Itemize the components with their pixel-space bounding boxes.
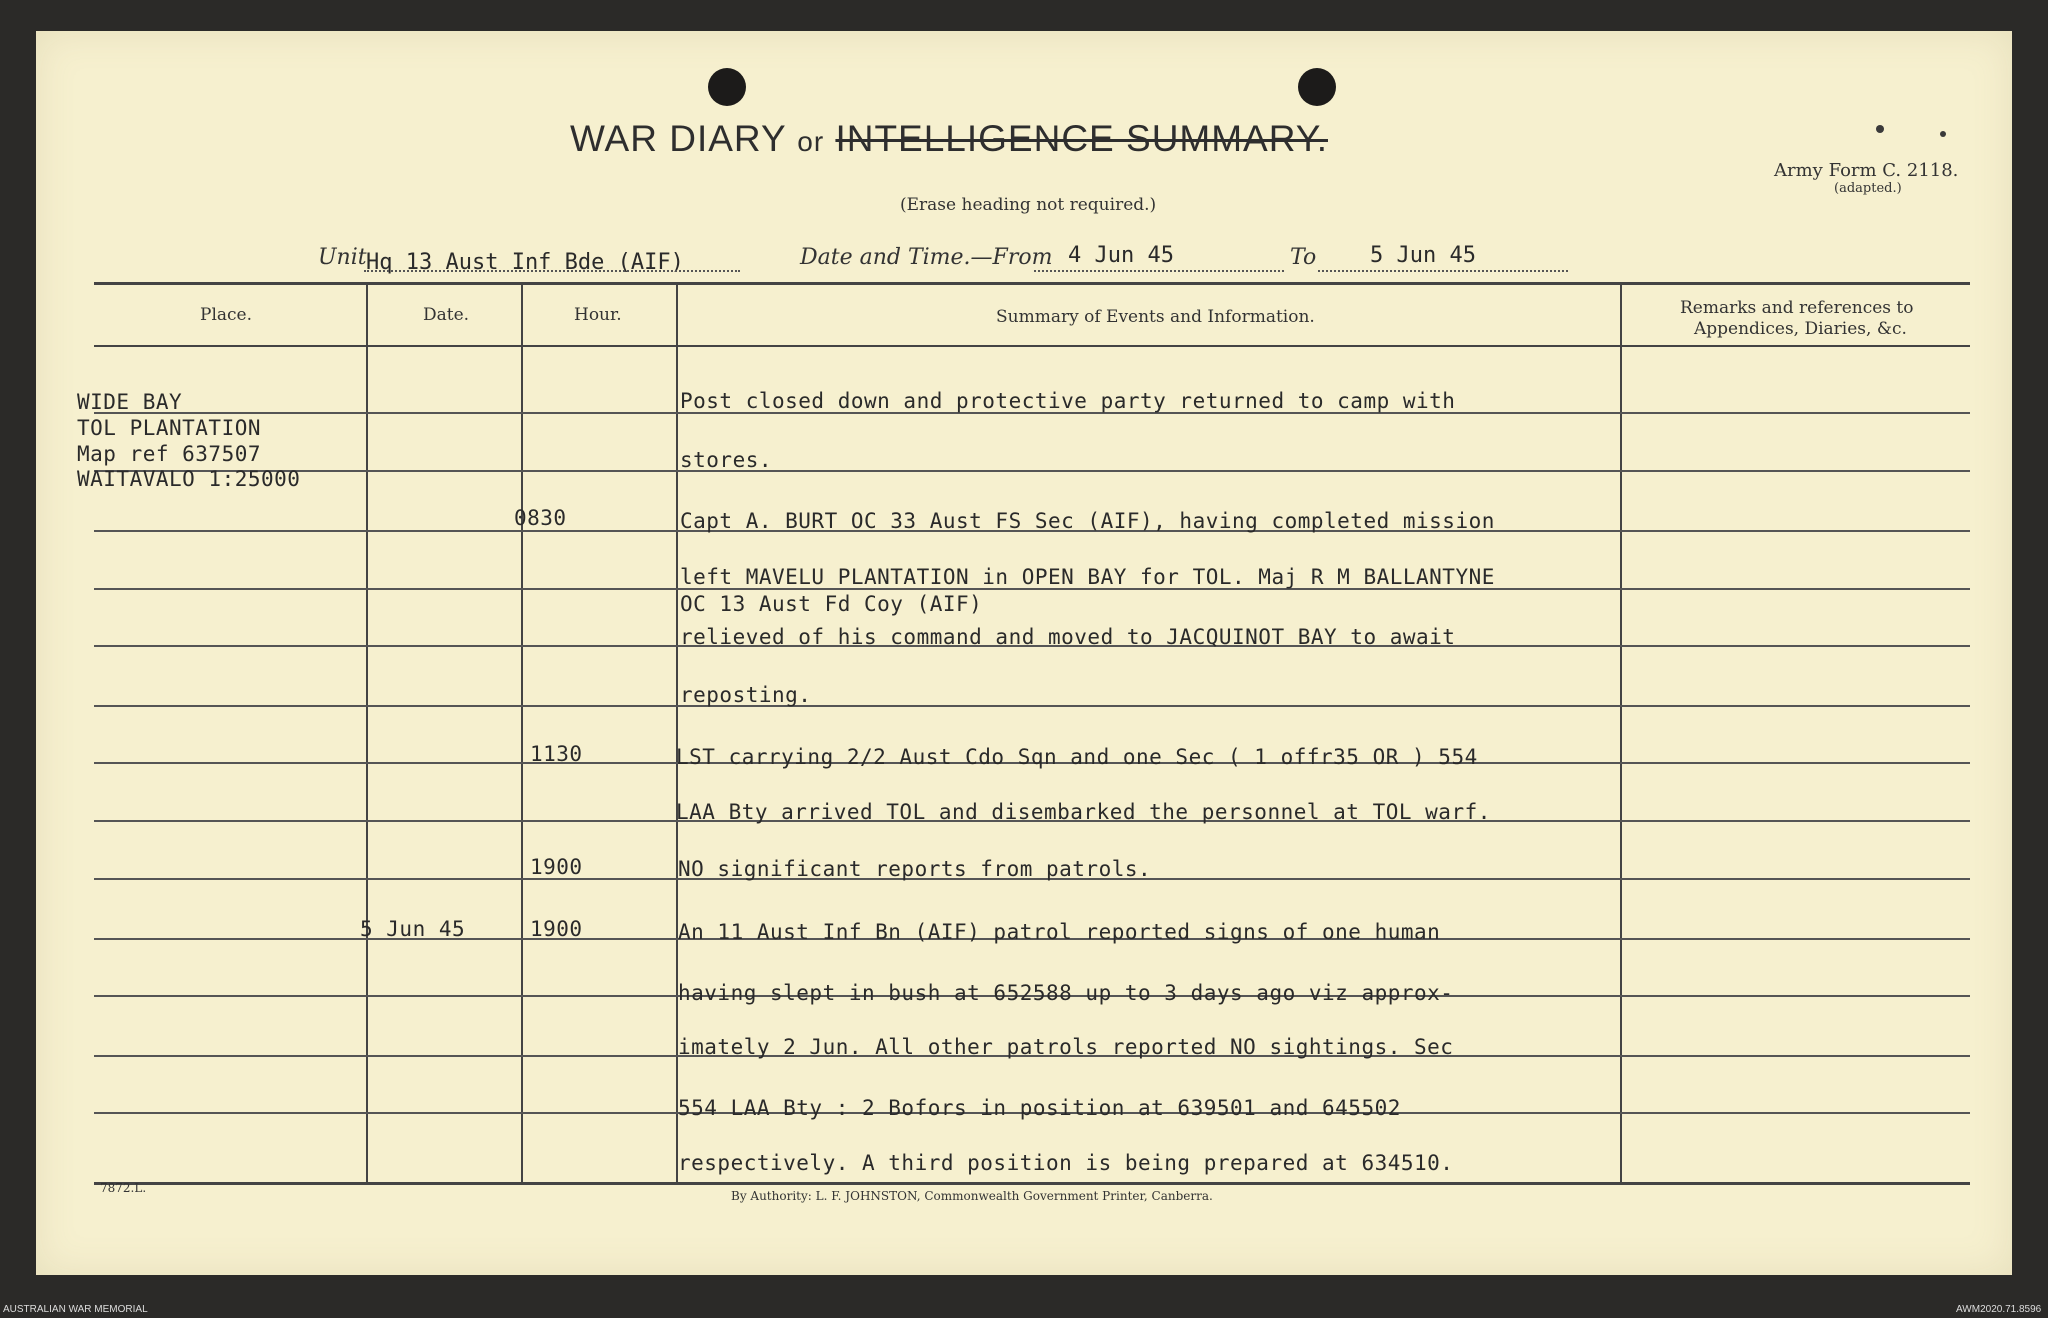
header-date: Date. [423, 305, 470, 325]
hour-value: 1130 [530, 742, 583, 766]
to-label: To [1290, 245, 1317, 270]
summary-line: respectively. A third position is being prepared at 634510. [678, 1151, 1454, 1175]
remarks-column-divider [1620, 282, 1622, 1182]
summary-line: OC 13 Aust Fd Coy (AIF) [680, 592, 983, 616]
summary-line: reposting. [680, 683, 812, 707]
table-top-rule [94, 282, 1970, 285]
date-value: 5 Jun 45 [360, 917, 466, 941]
summary-line: LST carrying 2/2 Aust Cdo Sqn and one Sec ( 1 offr35 OR ) 554 [676, 745, 1478, 769]
army-form-adapted: (adapted.) [1834, 181, 1902, 196]
header-place: Place. [200, 305, 252, 325]
punch-hole-right [1298, 68, 1336, 106]
summary-line: Capt A. BURT OC 33 Aust FS Sec (AIF), having completed mission [680, 509, 1495, 533]
unit-dotted-line [364, 270, 740, 272]
ink-blot [1876, 125, 1884, 133]
erase-note: (Erase heading not required.) [900, 195, 1157, 215]
summary-line: having slept in bush at 652588 up to 3 days ago viz approx- [678, 981, 1454, 1005]
header-rule [94, 345, 1970, 347]
hour-value: 1900 [530, 855, 583, 879]
header-hour: Hour. [574, 305, 622, 325]
row-rule [94, 470, 1970, 472]
archive-caption-left: AUSTRALIAN WAR MEMORIAL [3, 1304, 148, 1315]
diary-page [36, 31, 2012, 1275]
unit-label: Unit [318, 245, 367, 270]
unit-value: Hq 13 Aust Inf Bde (AIF) [366, 250, 684, 275]
header-remarks-2: Appendices, Diaries, &c. [1694, 319, 1907, 339]
from-dotted-line [1034, 270, 1284, 272]
date-time-label: Date and Time.—From [800, 245, 1053, 270]
punch-hole-left [708, 68, 746, 106]
printer-authority: By Authority: L. F. JOHNSTON, Commonwealth Government Printer, Canberra. [731, 1189, 1213, 1203]
ink-blot [1940, 131, 1946, 137]
header-remarks-1: Remarks and references to [1680, 298, 1914, 318]
title-intelligence-summary: INTELLIGENCE SUMMARY. [835, 118, 1328, 159]
summary-line: relieved of his command and moved to JACQUINOT BAY to await [680, 625, 1456, 649]
archive-caption-right: AWM2020.71.8596 [1956, 1304, 2042, 1315]
summary-line: LAA Bty arrived TOL and disembarked the personnel at TOL warf. [676, 800, 1491, 824]
place-line-2: TOL PLANTATION [77, 416, 262, 440]
form-number: 7872.L. [100, 1181, 147, 1195]
army-form-number: Army Form C. 2118. [1774, 160, 1959, 181]
summary-line: left MAVELU PLANTATION in OPEN BAY for TOL. Maj R M BALLANTYNE [680, 565, 1495, 589]
hour-value: 0830 [514, 506, 567, 530]
summary-line: NO significant reports from patrols. [678, 857, 1152, 881]
summary-line: imately 2 Jun. All other patrols reported NO sightings. Sec [678, 1035, 1454, 1059]
place-line-1: WIDE BAY [77, 390, 183, 414]
hour-column-divider [521, 282, 523, 1182]
summary-line: stores. [680, 448, 773, 472]
date-column-divider [366, 282, 368, 1182]
to-value: 5 Jun 45 [1370, 243, 1476, 268]
to-dotted-line [1318, 270, 1568, 272]
row-rule [94, 705, 1970, 707]
form-title [570, 118, 1328, 160]
summary-line: An 11 Aust Inf Bn (AIF) patrol reported signs of one human [678, 920, 1441, 944]
title-war-diary: WAR DIARY [570, 118, 786, 159]
header-summary: Summary of Events and Information. [996, 307, 1315, 327]
table-bottom-rule [94, 1182, 1970, 1185]
summary-line: Post closed down and protective party returned to camp with [680, 389, 1456, 413]
title-or: or [797, 126, 825, 157]
place-line-3: Map ref 637507 [77, 442, 262, 466]
hour-value: 1900 [530, 917, 583, 941]
summary-line: 554 LAA Bty : 2 Bofors in position at 639501 and 645502 [678, 1096, 1401, 1120]
from-value: 4 Jun 45 [1068, 243, 1174, 268]
place-line-4: WAITAVALO 1:25000 [77, 467, 301, 491]
